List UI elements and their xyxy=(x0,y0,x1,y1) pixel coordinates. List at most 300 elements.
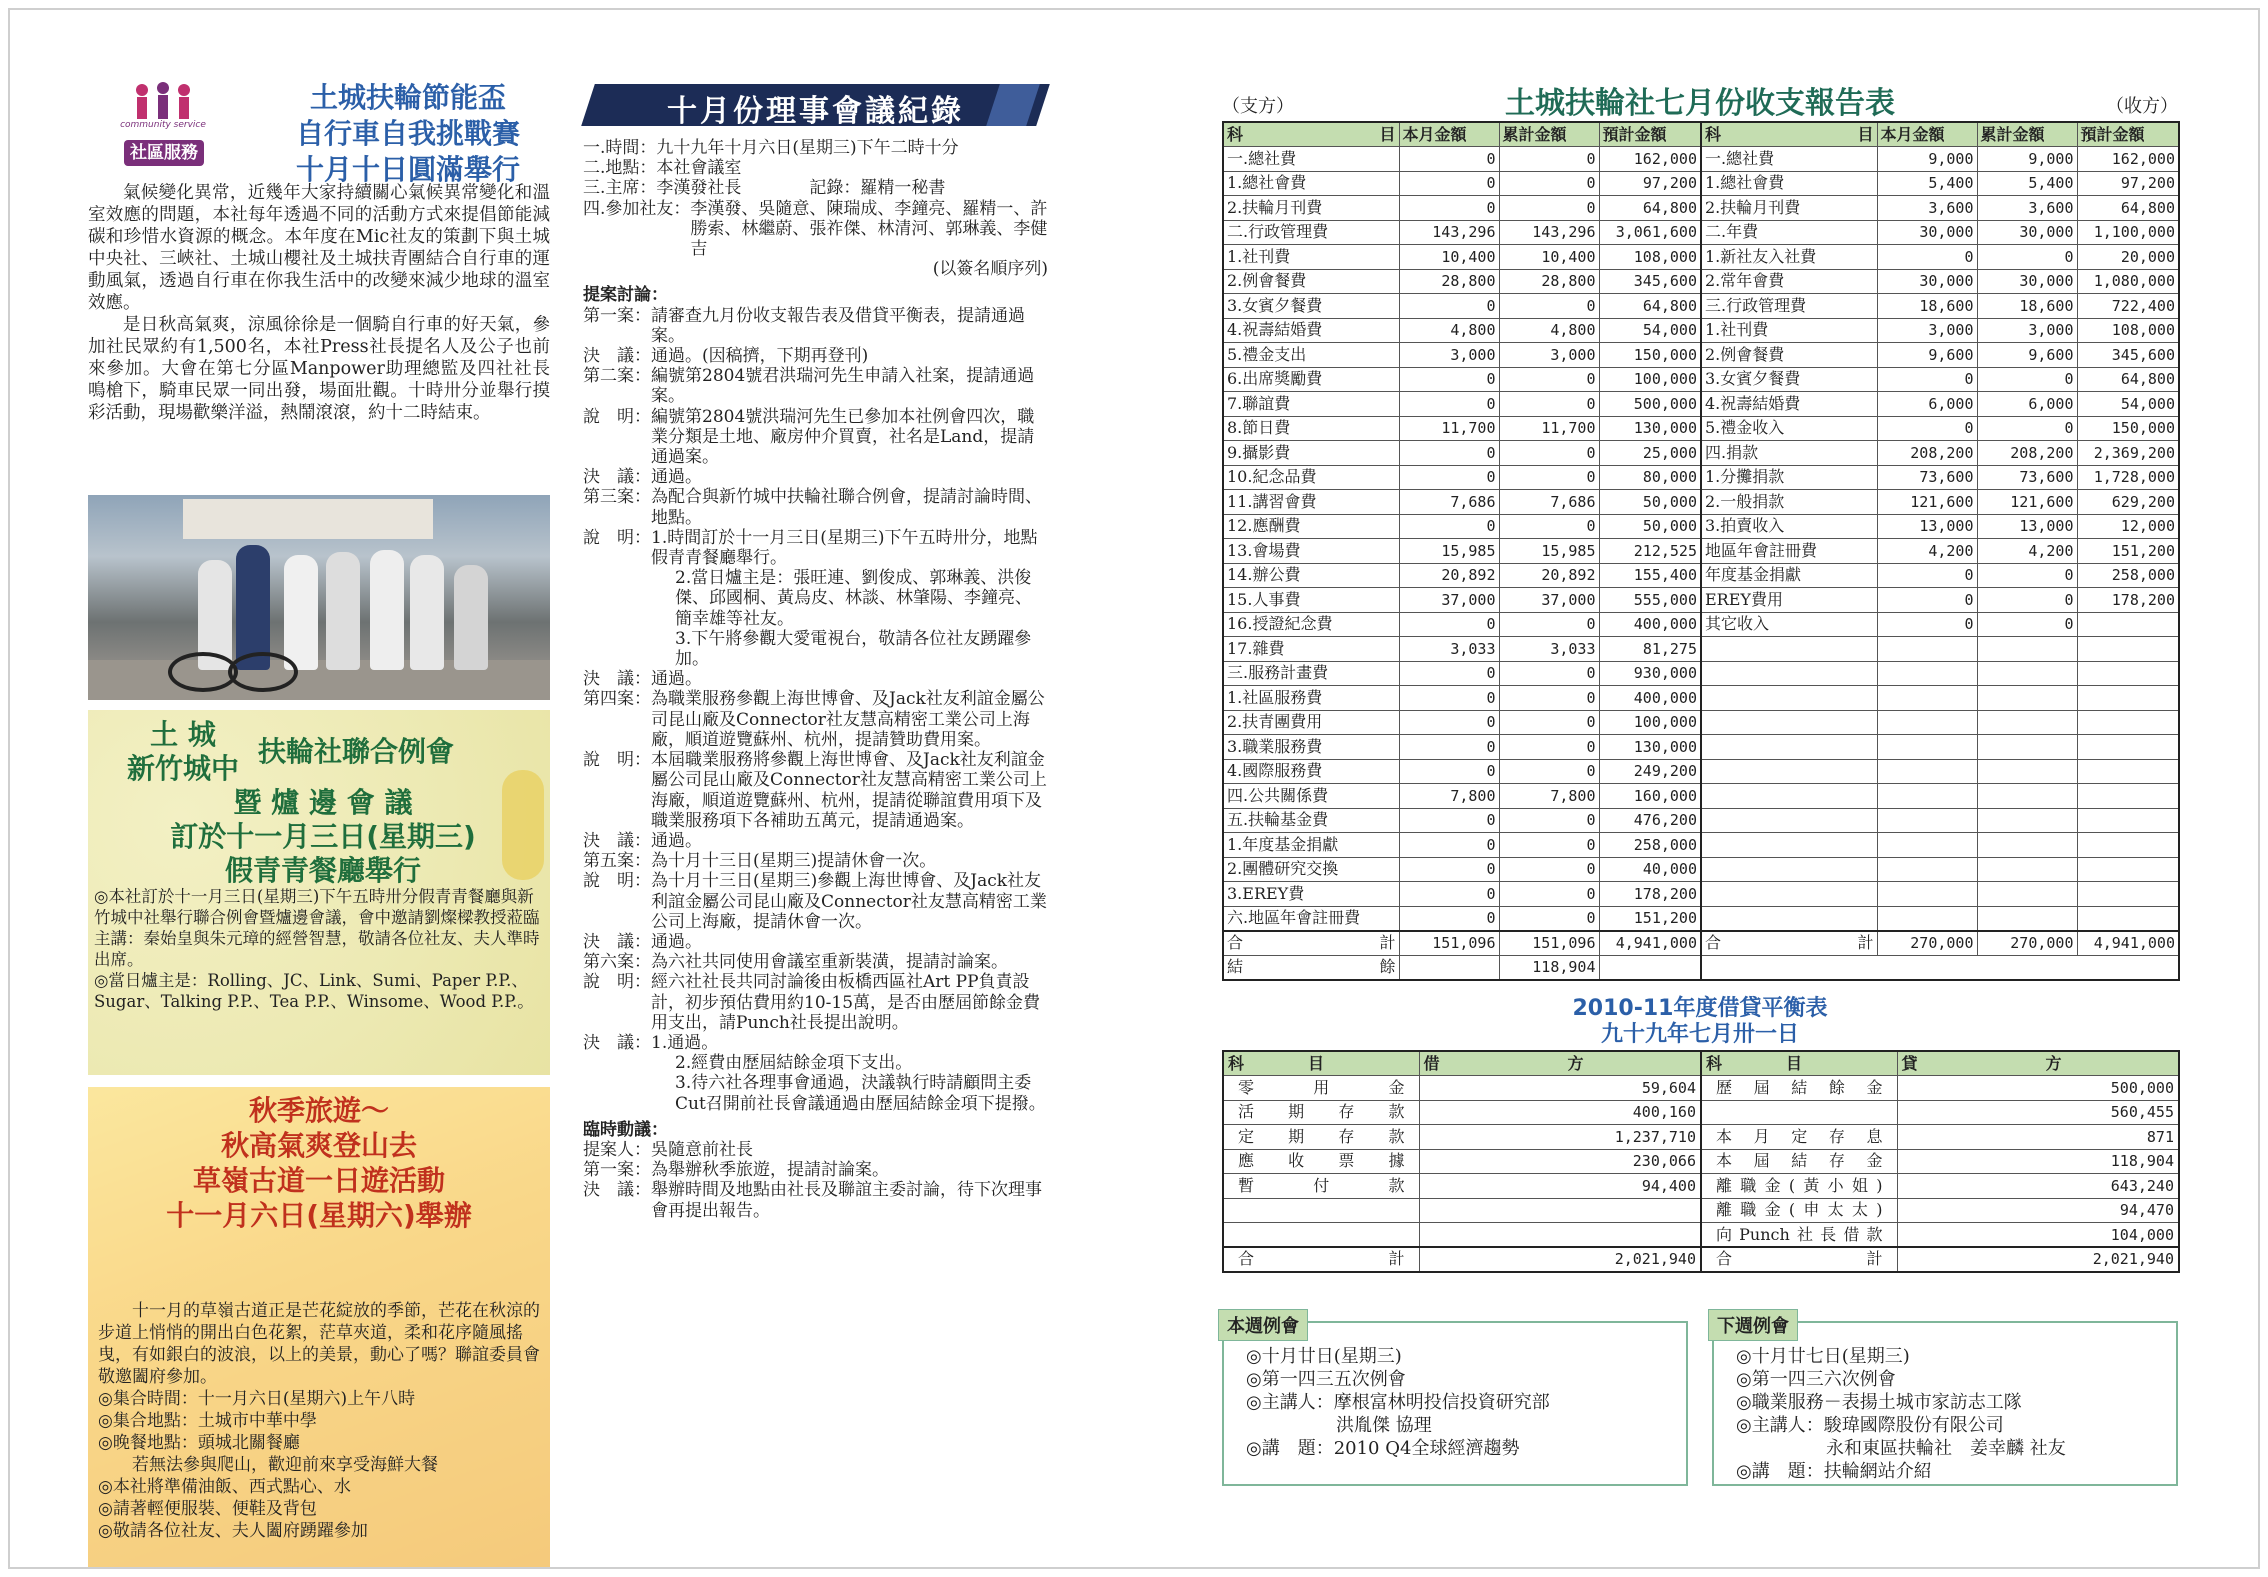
total-label: 合 計 xyxy=(1223,1247,1419,1272)
expense-amount: 160,000 xyxy=(1599,784,1701,809)
income-amount xyxy=(1977,710,2077,735)
row-key: 決 議： xyxy=(583,1032,651,1053)
meeting-line: 洪胤傑 協理 xyxy=(1246,1415,1432,1436)
expense-item: 16.授證紀念費 xyxy=(1223,612,1399,637)
expense-amount: 0 xyxy=(1399,808,1499,833)
intro-paragraph: 十一月的草嶺古道正是芒花綻放的季節，芒花在秋涼的步道上悄悄的開出白色花絮，茫草夾道，柔和花序隨風搖曳，有如銀白的波浪，以上的美景，動心了嗎？聯誼委員會敬邀闔府參加。 xyxy=(98,1301,540,1387)
row-value: 九十九年十月六日(星期三)下午二時十分 xyxy=(656,138,959,158)
table-row xyxy=(1223,1174,2179,1199)
income-amount xyxy=(1877,637,1977,662)
list-item: ◎集合地點：土城市中華中學 xyxy=(98,1411,317,1431)
community-service-logo xyxy=(118,82,208,177)
expense-amount: 143,296 xyxy=(1399,220,1499,245)
expense-amount: 10,400 xyxy=(1399,245,1499,270)
table-row xyxy=(1223,637,2179,662)
expense-amount: 400,000 xyxy=(1599,612,1701,637)
expense-amount: 0 xyxy=(1499,392,1599,417)
expense-amount: 0 xyxy=(1399,735,1499,760)
row-key: 第一案： xyxy=(583,305,651,326)
credit-item: 離職金(申太太) xyxy=(1701,1198,1897,1223)
expense-amount: 4,800 xyxy=(1499,318,1599,343)
income-item: 3.拍賣收入 xyxy=(1701,514,1877,539)
expense-item: 一.總社費 xyxy=(1223,147,1399,172)
minutes-row xyxy=(583,750,1048,831)
table-row xyxy=(1223,1223,2179,1248)
title-line: 暨 爐 邊 會 議 xyxy=(233,786,413,819)
income-amount: 13,000 xyxy=(1877,514,1977,539)
expense-amount: 50,000 xyxy=(1599,514,1701,539)
next-week-label: 下週例會 xyxy=(1708,1309,1798,1341)
note: 若無法參與爬山，歡迎前來享受海鮮大餐 xyxy=(132,1455,438,1475)
income-amount: 0 xyxy=(1877,563,1977,588)
income-amount: 9,600 xyxy=(1977,343,2077,368)
table-row xyxy=(1223,808,2179,833)
row-value: 李漢發、吳隨意、陳瑞成、李鐘亮、羅精一、許勝索、林繼蔚、張祚傑、林清河、郭琳義、李健吉 xyxy=(690,198,1048,260)
minutes-row xyxy=(583,952,1048,972)
table-row xyxy=(1223,1198,2179,1223)
table-row xyxy=(1223,735,2179,760)
income-amount: 18,600 xyxy=(1977,294,2077,319)
expense-item: 2.團體研究交換 xyxy=(1223,857,1399,882)
joint-meeting-body xyxy=(94,886,542,1012)
income-item: 三.行政管理費 xyxy=(1701,294,1877,319)
credit-amount: 560,455 xyxy=(1897,1100,2179,1125)
income-amount: 162,000 xyxy=(2077,147,2179,172)
table-header-row xyxy=(1223,1051,2179,1076)
expense-tag: （支方） xyxy=(1222,96,1294,117)
income-amount: 3,000 xyxy=(1877,318,1977,343)
total-row xyxy=(1223,1247,2179,1272)
expense-item: 4.國際服務費 xyxy=(1223,759,1399,784)
expense-amount: 0 xyxy=(1499,759,1599,784)
expense-amount: 100,000 xyxy=(1599,367,1701,392)
balance-date: 九十九年七月卅一日 xyxy=(1600,1022,1799,1047)
income-amount: 73,600 xyxy=(1977,465,2077,490)
row-value: 通過。 xyxy=(651,931,702,952)
income-amount: 0 xyxy=(1977,612,2077,637)
expense-item: 17.雜費 xyxy=(1223,637,1399,662)
column-header: 科 目 xyxy=(1223,1051,1419,1076)
list-item: ◎本社訂於十一月三日(星期三)下午五時卅分假青青餐廳與新竹城中社舉行聯合例會暨爐邊會議，會中邀請劉燦樑教授蒞臨主講：秦始皇與朱元璋的經營智慧，敬請各位社友、夫人準時出席。 xyxy=(94,887,540,969)
table-row xyxy=(1223,833,2179,858)
title-line: 十一月六日(星期六)舉辦 xyxy=(166,1199,472,1232)
expense-amount: 97,200 xyxy=(1599,171,1701,196)
column-header: 預計金額 xyxy=(1599,122,1701,147)
income-amount xyxy=(1877,808,1977,833)
photo-person xyxy=(454,565,488,670)
expense-amount: 0 xyxy=(1499,514,1599,539)
income-item xyxy=(1701,833,1877,858)
minutes-row xyxy=(583,366,1048,406)
total-expense: 合 計 xyxy=(1223,931,1399,956)
list-item: ◎集合時間：十一月六日(星期六)上午八時 xyxy=(98,1389,416,1409)
income-item: 5.禮金收入 xyxy=(1701,416,1877,441)
income-amount: 64,800 xyxy=(2077,196,2179,221)
table-row xyxy=(1223,857,2179,882)
expense-amount: 11,700 xyxy=(1399,416,1499,441)
expense-item: 二.行政管理費 xyxy=(1223,220,1399,245)
expense-amount: 0 xyxy=(1399,465,1499,490)
balance-sheet-title xyxy=(1218,996,2182,1048)
income-amount: 0 xyxy=(1877,367,1977,392)
income-tag: （收方） xyxy=(2106,96,2178,117)
expense-amount: 3,033 xyxy=(1499,637,1599,662)
income-amount xyxy=(1977,759,2077,784)
table-row xyxy=(1223,367,2179,392)
income-item: 2.例會餐費 xyxy=(1701,343,1877,368)
table-row xyxy=(1223,759,2179,784)
income-amount xyxy=(2077,784,2179,809)
title-line: 秋高氣爽登山去 xyxy=(220,1129,417,1162)
photo-person xyxy=(284,555,318,670)
income-amount xyxy=(1877,661,1977,686)
income-amount: 9,000 xyxy=(1977,147,2077,172)
total-credit: 2,021,940 xyxy=(1897,1247,2179,1272)
total-expense: 4,941,000 xyxy=(1599,931,1701,956)
debit-item xyxy=(1223,1223,1419,1248)
income-item: 2.一般捐款 xyxy=(1701,490,1877,515)
expense-amount: 345,600 xyxy=(1599,269,1701,294)
row-value: 經六社社長共同討論後由板橋西區社Art PP負責設計，初步預估費用約10-15萬，是否由歷屆節餘金費用支出，請Punch社長提出說明。 xyxy=(651,972,1041,1033)
income-amount: 13,000 xyxy=(1977,514,2077,539)
income-amount: 108,000 xyxy=(2077,318,2179,343)
income-item: 2.常年會費 xyxy=(1701,269,1877,294)
expense-amount: 0 xyxy=(1499,808,1599,833)
title-line: 土城扶輪節能盃 xyxy=(309,81,506,114)
expense-amount: 81,275 xyxy=(1599,637,1701,662)
income-amount: 3,600 xyxy=(1877,196,1977,221)
income-amount: 6,000 xyxy=(1977,392,2077,417)
photo-person xyxy=(326,552,360,670)
table-row xyxy=(1223,171,2179,196)
balance-title-text: 2010-11年度借貸平衡表 xyxy=(1572,996,1828,1021)
expense-amount: 0 xyxy=(1499,147,1599,172)
debit-item: 應收票據 xyxy=(1223,1149,1419,1174)
photo-person xyxy=(410,555,444,670)
expense-item: 1.社區服務費 xyxy=(1223,686,1399,711)
minutes-body xyxy=(583,138,1048,1221)
expense-amount: 0 xyxy=(1399,196,1499,221)
expense-item: 1.總社會費 xyxy=(1223,171,1399,196)
credit-item xyxy=(1701,1100,1897,1125)
article1-body xyxy=(88,182,550,424)
title-line: 訂於十一月三日(星期三) xyxy=(170,820,476,853)
expense-amount: 80,000 xyxy=(1599,465,1701,490)
minutes-row xyxy=(583,689,1048,750)
expense-amount: 0 xyxy=(1499,882,1599,907)
expense-amount: 0 xyxy=(1499,612,1599,637)
income-item xyxy=(1701,784,1877,809)
income-amount: 208,200 xyxy=(1877,441,1977,466)
expense-amount: 0 xyxy=(1499,367,1599,392)
motion-heading: 臨時動議： xyxy=(583,1119,668,1140)
income-amount xyxy=(1977,833,2077,858)
income-amount xyxy=(1977,906,2077,931)
list-item: ◎請著輕便服裝、便鞋及背包 xyxy=(98,1499,317,1519)
total-expense: 151,096 xyxy=(1499,931,1599,956)
expense-item: 15.人事費 xyxy=(1223,588,1399,613)
expense-amount: 0 xyxy=(1499,686,1599,711)
expense-amount: 0 xyxy=(1499,857,1599,882)
table-row xyxy=(1223,416,2179,441)
expense-item: 3.女賓夕餐費 xyxy=(1223,294,1399,319)
column-header: 貸 方 xyxy=(1897,1051,2179,1076)
minutes-row xyxy=(583,1160,1048,1180)
expense-amount: 0 xyxy=(1499,171,1599,196)
income-amount: 0 xyxy=(1877,416,1977,441)
row-key: 二.地點： xyxy=(583,158,657,179)
income-amount xyxy=(2077,808,2179,833)
minutes-row xyxy=(583,306,1048,346)
minutes-subrow: 2.經費由歷屆結餘金項下支出。 xyxy=(675,1053,913,1074)
income-amount: 150,000 xyxy=(2077,416,2179,441)
expense-amount: 0 xyxy=(1499,465,1599,490)
meeting-line: ◎第一四三五次例會 xyxy=(1246,1369,1406,1390)
expense-item: 2.扶輪月刊費 xyxy=(1223,196,1399,221)
income-amount xyxy=(1977,882,2077,907)
row-value: 通過。 xyxy=(651,830,702,851)
minutes-row xyxy=(583,669,1048,689)
minutes-row xyxy=(583,871,1048,932)
expense-item: 14.辦公費 xyxy=(1223,563,1399,588)
debit-amount: 1,237,710 xyxy=(1419,1125,1701,1150)
income-item: 二.年費 xyxy=(1701,220,1877,245)
report-title: 土城扶輪社七月份收支報告表 xyxy=(1505,86,1895,121)
expense-item: 2.扶青團費用 xyxy=(1223,710,1399,735)
article1-title xyxy=(243,80,573,188)
minutes-row xyxy=(583,407,1048,468)
income-amount: 0 xyxy=(1877,612,1977,637)
total-expense: 151,096 xyxy=(1399,931,1499,956)
credit-amount: 104,000 xyxy=(1897,1223,2179,1248)
list-item: ◎本社將準備油飯、西式點心、水 xyxy=(98,1477,351,1497)
table-row xyxy=(1223,343,2179,368)
table-row xyxy=(1223,710,2179,735)
income-amount: 4,200 xyxy=(1877,539,1977,564)
column-header: 累計金額 xyxy=(1977,122,2077,147)
list-item: ◎晚餐地點：頭城北關餐廳 xyxy=(98,1433,300,1453)
income-amount xyxy=(2077,735,2179,760)
expense-amount: 54,000 xyxy=(1599,318,1701,343)
credit-amount: 643,240 xyxy=(1897,1174,2179,1199)
expense-item: 6.出席獎勵費 xyxy=(1223,367,1399,392)
income-item xyxy=(1701,857,1877,882)
expense-item: 5.禮金支出 xyxy=(1223,343,1399,368)
expense-amount: 3,061,600 xyxy=(1599,220,1701,245)
expense-item: 9.攝影費 xyxy=(1223,441,1399,466)
row-value: 為十月十三日(星期三)參觀上海世博會、及Jack社友利誼金屬公司昆山廠及Connector社友慧高精密工業公司上海廠，提請休會一次。 xyxy=(651,871,1047,932)
income-amount xyxy=(2077,686,2179,711)
meeting-line: ◎主講人：摩根富林明投信投資研究部 xyxy=(1246,1392,1550,1413)
minutes-row xyxy=(583,528,1048,568)
row-value: 1.通過。 xyxy=(651,1032,719,1053)
income-amount: 20,000 xyxy=(2077,245,2179,270)
income-amount xyxy=(1977,808,2077,833)
credit-amount: 500,000 xyxy=(1897,1076,2179,1101)
column-header: 預計金額 xyxy=(2077,122,2179,147)
expense-amount: 7,686 xyxy=(1399,490,1499,515)
table-header-row xyxy=(1223,122,2179,147)
row-key: 說 明： xyxy=(583,750,651,771)
income-amount: 208,200 xyxy=(1977,441,2077,466)
row-key: 提案人： xyxy=(583,1139,651,1160)
minutes-row xyxy=(583,1180,1048,1220)
autumn-trip-body xyxy=(98,1300,543,1542)
debit-item: 活期存款 xyxy=(1223,1100,1419,1125)
row-value: 1.時間訂於十一月三日(星期三)下午五時卅分，地點假青青餐廳舉行。 xyxy=(651,527,1038,569)
row-value: 為十月十三日(星期三)提請休會一次。 xyxy=(651,851,937,872)
income-item: 其它收入 xyxy=(1701,612,1877,637)
row-value: 本社會議室 xyxy=(656,158,742,179)
meeting-line: ◎講 題：2010 Q4全球經濟趨勢 xyxy=(1246,1438,1520,1459)
debit-amount: 59,604 xyxy=(1419,1076,1701,1101)
total-income: 270,000 xyxy=(1977,931,2077,956)
credit-amount: 94,470 xyxy=(1897,1198,2179,1223)
meeting-line: 永和東區扶輪社 姜幸麟 社友 xyxy=(1736,1438,2066,1459)
income-amount: 64,800 xyxy=(2077,367,2179,392)
income-item xyxy=(1701,882,1877,907)
bicycle-wheel xyxy=(228,652,298,692)
income-amount: 3,000 xyxy=(1977,318,2077,343)
income-amount xyxy=(1977,784,2077,809)
income-amount: 0 xyxy=(1977,367,2077,392)
column-header: 累計金額 xyxy=(1499,122,1599,147)
blank-cell xyxy=(1701,955,2179,980)
meeting-line: ◎講 題：扶輪網站介紹 xyxy=(1736,1461,1932,1482)
income-amount: 9,000 xyxy=(1877,147,1977,172)
income-amount xyxy=(1877,686,1977,711)
column-header: 借 方 xyxy=(1419,1051,1701,1076)
income-amount xyxy=(1977,686,2077,711)
minutes-subrow: 3.待六社各理事會通過，決議執行時請顧問主委Cut召開前社長會議通過由歷屆結餘金項下提撥。 xyxy=(675,1073,1046,1114)
list-item: ◎當日爐主是：Rolling、JC、Link、Sumi、Paper P.P.、Sugar、Talking P.P.、Tea P.P.、Winsome、Wood P.P.。 xyxy=(94,971,534,1011)
debit-amount xyxy=(1419,1223,1701,1248)
row-key: 一.時間： xyxy=(583,138,657,158)
income-item: 3.女賓夕餐費 xyxy=(1701,367,1877,392)
column-header: 本月金額 xyxy=(1399,122,1499,147)
income-amount: 12,000 xyxy=(2077,514,2179,539)
expense-item: 8.節日費 xyxy=(1223,416,1399,441)
expense-item: 三.服務計畫費 xyxy=(1223,661,1399,686)
title-line: 自行車自我挑戰賽 xyxy=(295,117,520,150)
minutes-row xyxy=(583,851,1048,871)
income-amount: 4,200 xyxy=(1977,539,2077,564)
income-item xyxy=(1701,637,1877,662)
rotary-people-icon xyxy=(130,82,196,120)
paragraph: 是日秋高氣爽，涼風徐徐是一個騎自行車的好天氣，參加社民眾約有1,500名，本社Press社長提名人及公子也前來參加。大會在第七分區Manpower助理總監及四社社長鳴槍下，騎車民眾一同出發，場面壯觀。十時卅分並舉行摸彩活動，現場歡樂洋溢，熱鬧滾滾，約十二時結束。 xyxy=(88,315,550,423)
expense-amount: 0 xyxy=(1399,710,1499,735)
row-key: 第四案： xyxy=(583,689,651,710)
expense-item: 12.應酬費 xyxy=(1223,514,1399,539)
income-item: 地區年會註冊費 xyxy=(1701,539,1877,564)
logo-caption: community service xyxy=(120,120,206,130)
logo-tag: 社區服務 xyxy=(124,140,204,166)
income-amount: 0 xyxy=(1977,416,2077,441)
income-amount: 30,000 xyxy=(1877,220,1977,245)
income-amount: 0 xyxy=(1977,588,2077,613)
column-header: 科 目 xyxy=(1701,122,1877,147)
expense-amount: 100,000 xyxy=(1599,710,1701,735)
expense-item: 3.職業服務費 xyxy=(1223,735,1399,760)
income-amount xyxy=(1977,735,2077,760)
total-income: 270,000 xyxy=(1877,931,1977,956)
expense-amount: 20,892 xyxy=(1399,563,1499,588)
column-header: 科 目 xyxy=(1701,1051,1897,1076)
title-line: 秋季旅遊～ xyxy=(248,1094,389,1127)
income-item xyxy=(1701,735,1877,760)
income-amount xyxy=(2077,759,2179,784)
income-item xyxy=(1701,710,1877,735)
expense-amount: 155,400 xyxy=(1599,563,1701,588)
expense-item: 1.年度基金捐獻 xyxy=(1223,833,1399,858)
income-amount: 30,000 xyxy=(1877,269,1977,294)
income-item: 2.扶輪月刊費 xyxy=(1701,196,1877,221)
title-line: 假青青餐廳舉行 xyxy=(224,854,421,887)
income-amount xyxy=(2077,833,2179,858)
debit-amount: 400,160 xyxy=(1419,1100,1701,1125)
income-amount xyxy=(2077,612,2179,637)
row-key: 決 議： xyxy=(583,467,651,488)
debit-amount: 94,400 xyxy=(1419,1174,1701,1199)
income-amount: 0 xyxy=(1877,245,1977,270)
expense-amount: 64,800 xyxy=(1599,196,1701,221)
row-key: 第二案： xyxy=(583,366,651,387)
expense-amount: 37,000 xyxy=(1499,588,1599,613)
expense-amount: 15,985 xyxy=(1399,539,1499,564)
row-key: 決 議： xyxy=(583,1180,651,1201)
row-value: 編號第2804號君洪瑞河先生申請入社案，提請通過案。 xyxy=(651,366,1035,407)
expense-amount: 0 xyxy=(1499,735,1599,760)
credit-item: 歷屆結餘金 xyxy=(1701,1076,1897,1101)
income-amount xyxy=(1877,784,1977,809)
table-row xyxy=(1223,612,2179,637)
expense-item: 四.公共關係費 xyxy=(1223,784,1399,809)
expense-item: 六.地區年會註冊費 xyxy=(1223,906,1399,931)
minutes-title-text: 十月份理事會議紀錄 xyxy=(667,94,964,129)
row-value: 通過。 xyxy=(651,467,702,488)
photo-person xyxy=(370,550,404,670)
table-row xyxy=(1223,686,2179,711)
income-amount: 151,200 xyxy=(2077,539,2179,564)
income-amount xyxy=(1877,833,1977,858)
photo-banner xyxy=(183,499,433,539)
row-key: 決 議： xyxy=(583,931,651,952)
meeting-line: ◎主講人：駿瑋國際股份有限公司 xyxy=(1736,1415,2004,1436)
expense-amount: 3,000 xyxy=(1499,343,1599,368)
joint-meeting-title xyxy=(108,718,538,888)
total-income: 4,941,000 xyxy=(2077,931,2179,956)
income-amount xyxy=(1877,735,1977,760)
income-amount: 722,400 xyxy=(2077,294,2179,319)
expense-amount: 130,000 xyxy=(1599,416,1701,441)
table-row xyxy=(1223,1100,2179,1125)
expense-item: 10.紀念品費 xyxy=(1223,465,1399,490)
balance-value xyxy=(1599,955,1701,980)
expense-item: 五.扶輪基金費 xyxy=(1223,808,1399,833)
income-amount: 30,000 xyxy=(1977,220,2077,245)
credit-item: 向Punch社長借款 xyxy=(1701,1223,1897,1248)
minutes-row xyxy=(583,199,1048,260)
credit-item: 離職金(黃小姐) xyxy=(1701,1174,1897,1199)
expense-amount: 0 xyxy=(1499,661,1599,686)
expense-item: 2.例會餐費 xyxy=(1223,269,1399,294)
income-amount xyxy=(1877,857,1977,882)
income-amount xyxy=(1977,661,2077,686)
row-key: 決 議： xyxy=(583,830,651,851)
table-row xyxy=(1223,318,2179,343)
row-key: 說 明： xyxy=(583,871,651,892)
income-amount: 6,000 xyxy=(1877,392,1977,417)
